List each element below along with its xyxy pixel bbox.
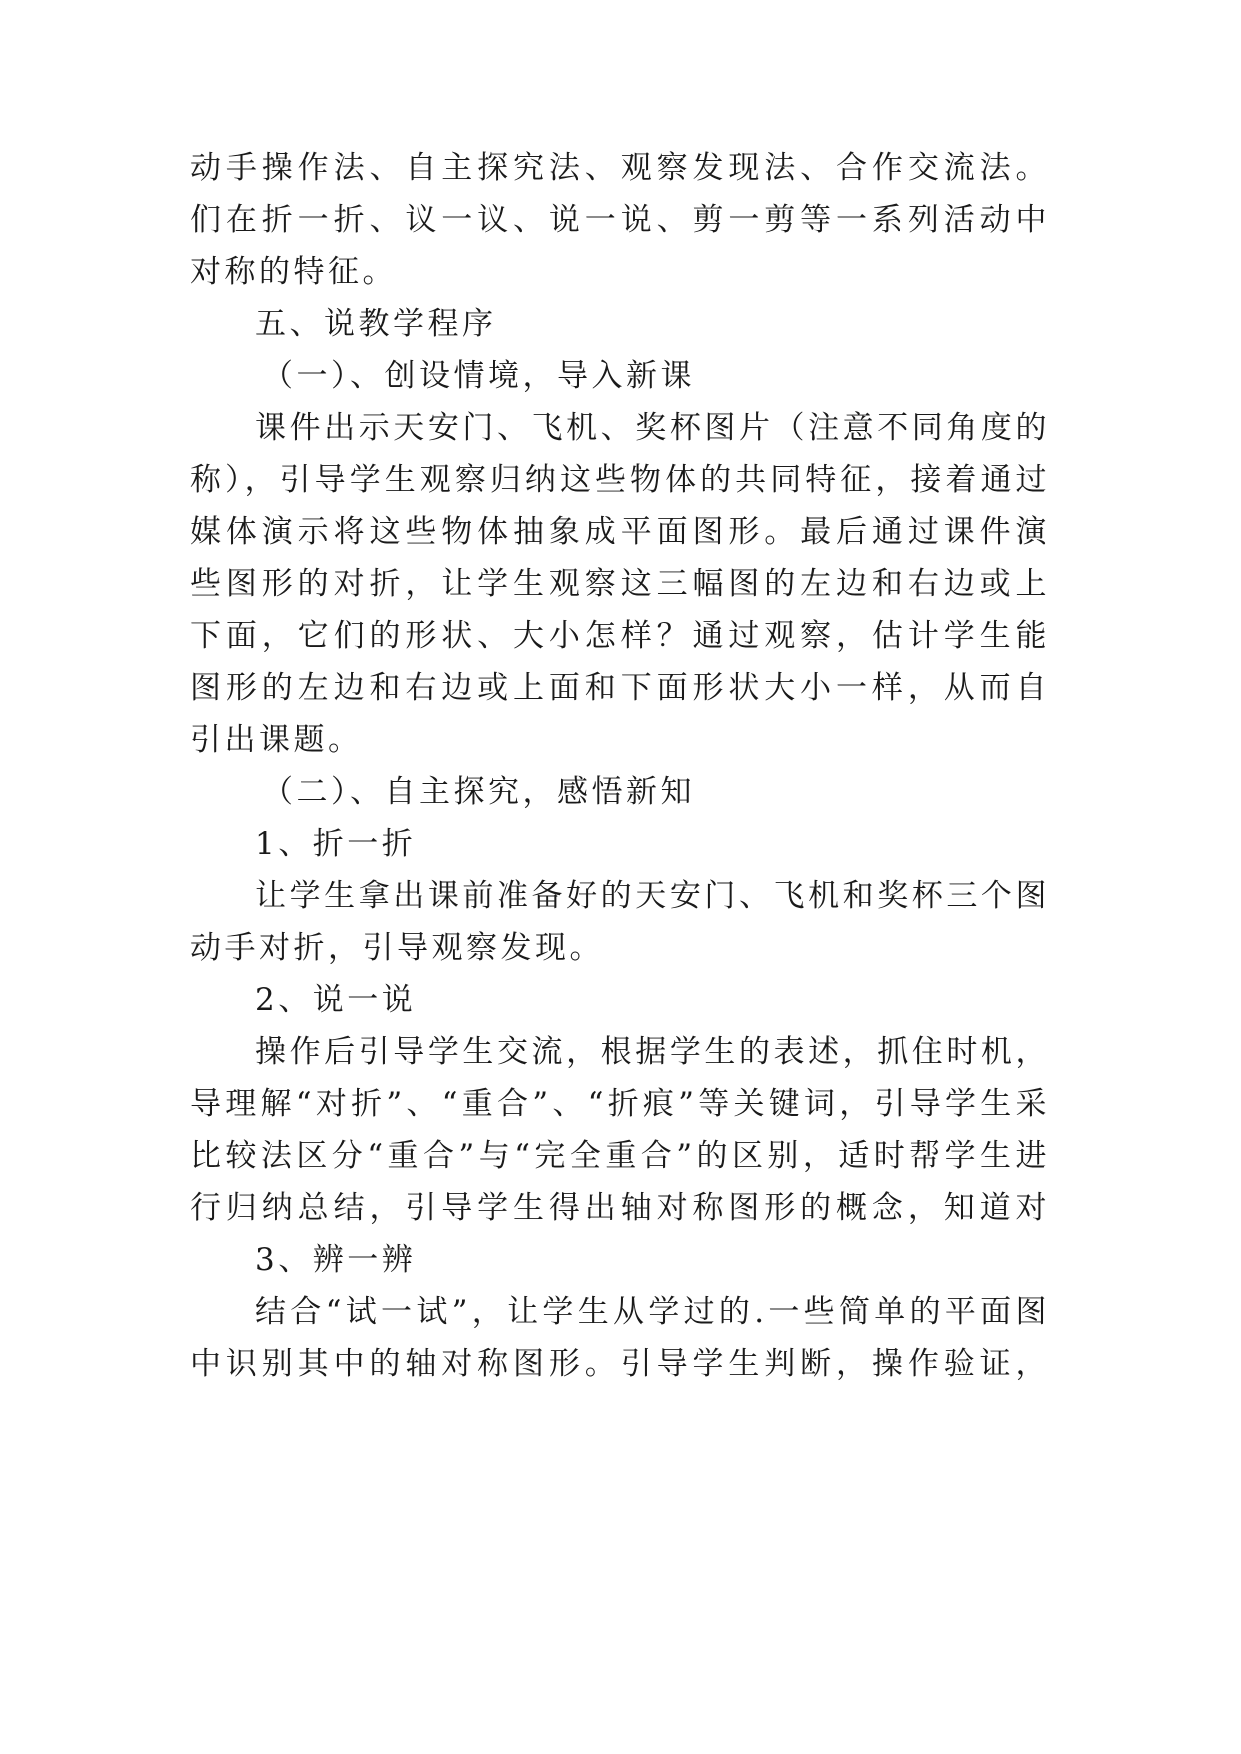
text-line-1: 动手操作法、自主探究法、观察发现法、合作交流法。 bbox=[190, 150, 1050, 186]
item-heading-2: 2、说一说 bbox=[255, 982, 417, 1018]
text-line-15: 让学生拿出课前准备好的天安门、飞机和奖杯三个图 bbox=[255, 878, 1050, 914]
text-line-23: 结合“试一试”，让学生从学过的.一些简单的平面图 bbox=[255, 1294, 1050, 1330]
item-heading-1: 1、折一折 bbox=[255, 826, 417, 862]
text-line-18: 操作后引导学生交流，根据学生的表述，抓住时机， bbox=[255, 1034, 1050, 1070]
text-line-24: 中识别其中的轴对称图形。引导学生判断，操作验证， bbox=[190, 1346, 1050, 1382]
text-line-10: 下面，它们的形状、大小怎样？通过观察，估计学生能 bbox=[190, 618, 1050, 654]
text-line-3: 对称的特征。 bbox=[190, 254, 397, 290]
text-line-16: 动手对折，引导观察发现。 bbox=[190, 930, 604, 966]
text-line-9: 些图形的对折，让学生观察这三幅图的左边和右边或上 bbox=[190, 566, 1050, 602]
subsection-heading-2: （二）、自主探究，感悟新知 bbox=[262, 774, 695, 810]
text-line-7: 称），引导学生观察归纳这些物体的共同特征，接着通过 bbox=[190, 462, 1050, 498]
text-line-19: 导理解“对折”、“重合”、“折痕”等关键词，引导学生采 bbox=[190, 1086, 1050, 1122]
text-line-11: 图形的左边和右边或上面和下面形状大小一样，从而自 bbox=[190, 670, 1050, 706]
text-line-20: 比较法区分“重合”与“完全重合”的区别，适时帮学生进 bbox=[190, 1138, 1050, 1174]
item-heading-3: 3、辨一辨 bbox=[255, 1242, 417, 1278]
subsection-heading-1: （一）、创设情境，导入新课 bbox=[262, 358, 695, 394]
text-line-21: 行归纳总结，引导学生得出轴对称图形的概念，知道对 bbox=[190, 1190, 1050, 1226]
text-line-8: 媒体演示将这些物体抽象成平面图形。最后通过课件演 bbox=[190, 514, 1050, 550]
section-heading: 五、说教学程序 bbox=[255, 306, 497, 342]
text-line-6: 课件出示天安门、飞机、奖杯图片（注意不同角度的 bbox=[255, 410, 1050, 446]
text-line-2: 们在折一折、议一议、说一说、剪一剪等一系列活动中 bbox=[190, 202, 1050, 238]
text-line-12: 引出课题。 bbox=[190, 722, 363, 758]
